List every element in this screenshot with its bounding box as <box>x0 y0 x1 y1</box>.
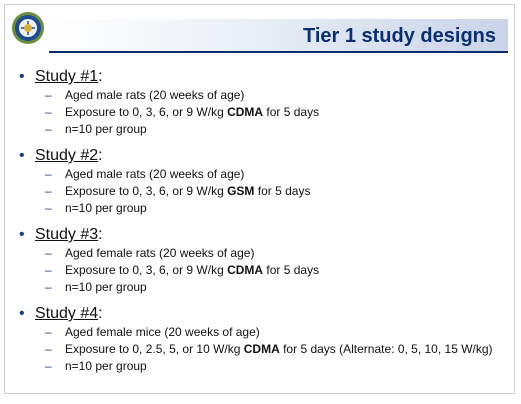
study-name: Study #2 <box>35 147 99 164</box>
list-item <box>45 358 506 375</box>
list-item-text: n=10 per group <box>65 280 147 294</box>
study-block <box>19 304 506 375</box>
list-item-text: Aged female mice (20 weeks of age) <box>65 325 260 339</box>
dash-bullet-icon: – <box>45 325 52 339</box>
list-item <box>45 87 506 104</box>
study-name: Study #3 <box>35 226 99 243</box>
title-bar <box>49 19 508 51</box>
seal-logo-icon <box>11 11 45 45</box>
list-item <box>45 279 506 296</box>
list-item <box>45 324 506 341</box>
study-heading <box>19 146 506 166</box>
list-item-text <box>65 183 310 200</box>
slide <box>4 4 515 394</box>
text-pre: Exposure to 0, 3, 6, or 9 W/kg <box>65 105 228 119</box>
study-details-list <box>19 324 506 375</box>
dash-bullet-icon: – <box>45 246 52 260</box>
study-colon: : <box>98 305 103 322</box>
modulation-type: CDMA <box>243 342 280 356</box>
list-item-text <box>65 104 319 121</box>
text-pre: Exposure to 0, 3, 6, or 9 W/kg <box>65 263 228 277</box>
study-heading <box>19 304 506 324</box>
list-item <box>45 341 506 358</box>
bullet-icon: • <box>19 68 25 85</box>
list-item-text: Aged male rats (20 weeks of age) <box>65 88 245 102</box>
text-post: for 5 days <box>254 184 311 198</box>
study-name: Study #1 <box>35 68 99 85</box>
modulation-type: CDMA <box>227 105 264 119</box>
modulation-type: CDMA <box>227 263 264 277</box>
list-item <box>45 245 506 262</box>
dash-bullet-icon: – <box>45 201 52 215</box>
dash-bullet-icon: – <box>45 342 52 356</box>
list-item <box>45 262 506 279</box>
slide-title: Tier 1 study designs <box>302 25 496 47</box>
dash-bullet-icon: – <box>45 122 52 136</box>
dash-bullet-icon: – <box>45 263 52 277</box>
study-block <box>19 67 506 138</box>
list-item <box>45 166 506 183</box>
study-colon: : <box>98 147 103 164</box>
study-colon: : <box>98 226 103 243</box>
text-post: for 5 days (Alternate: 0, 5, 10, 15 W/kg) <box>279 342 493 356</box>
text-post: for 5 days <box>263 263 320 277</box>
bullet-icon: • <box>19 147 25 164</box>
dash-bullet-icon: – <box>45 167 52 181</box>
dash-bullet-icon: – <box>45 88 52 102</box>
text-post: for 5 days <box>263 105 320 119</box>
list-item-text: Aged female rats (20 weeks of age) <box>65 246 255 260</box>
list-item-text: n=10 per group <box>65 122 147 136</box>
study-name: Study #4 <box>35 305 99 322</box>
study-details-list <box>19 87 506 138</box>
dash-bullet-icon: – <box>45 105 52 119</box>
bullet-icon: • <box>19 305 25 322</box>
list-item-text: n=10 per group <box>65 359 147 373</box>
text-pre: Exposure to 0, 2.5, 5, or 10 W/kg <box>65 342 244 356</box>
list-item-text <box>65 262 319 279</box>
modulation-type: GSM <box>227 184 255 198</box>
list-item-text: Aged male rats (20 weeks of age) <box>65 167 245 181</box>
list-item <box>45 183 506 200</box>
slide-content <box>19 67 506 383</box>
study-heading <box>19 225 506 245</box>
study-colon: : <box>98 68 103 85</box>
text-pre: Exposure to 0, 3, 6, or 9 W/kg <box>65 184 228 198</box>
list-item-text <box>65 341 493 358</box>
study-details-list <box>19 245 506 296</box>
bullet-icon: • <box>19 226 25 243</box>
dash-bullet-icon: – <box>45 184 52 198</box>
study-block <box>19 225 506 296</box>
list-item-text: n=10 per group <box>65 201 147 215</box>
header-divider <box>49 51 508 53</box>
slide-header <box>5 5 514 57</box>
dash-bullet-icon: – <box>45 280 52 294</box>
list-item <box>45 200 506 217</box>
study-details-list <box>19 166 506 217</box>
list-item <box>45 104 506 121</box>
study-heading <box>19 67 506 87</box>
dash-bullet-icon: – <box>45 359 52 373</box>
list-item <box>45 121 506 138</box>
study-block <box>19 146 506 217</box>
